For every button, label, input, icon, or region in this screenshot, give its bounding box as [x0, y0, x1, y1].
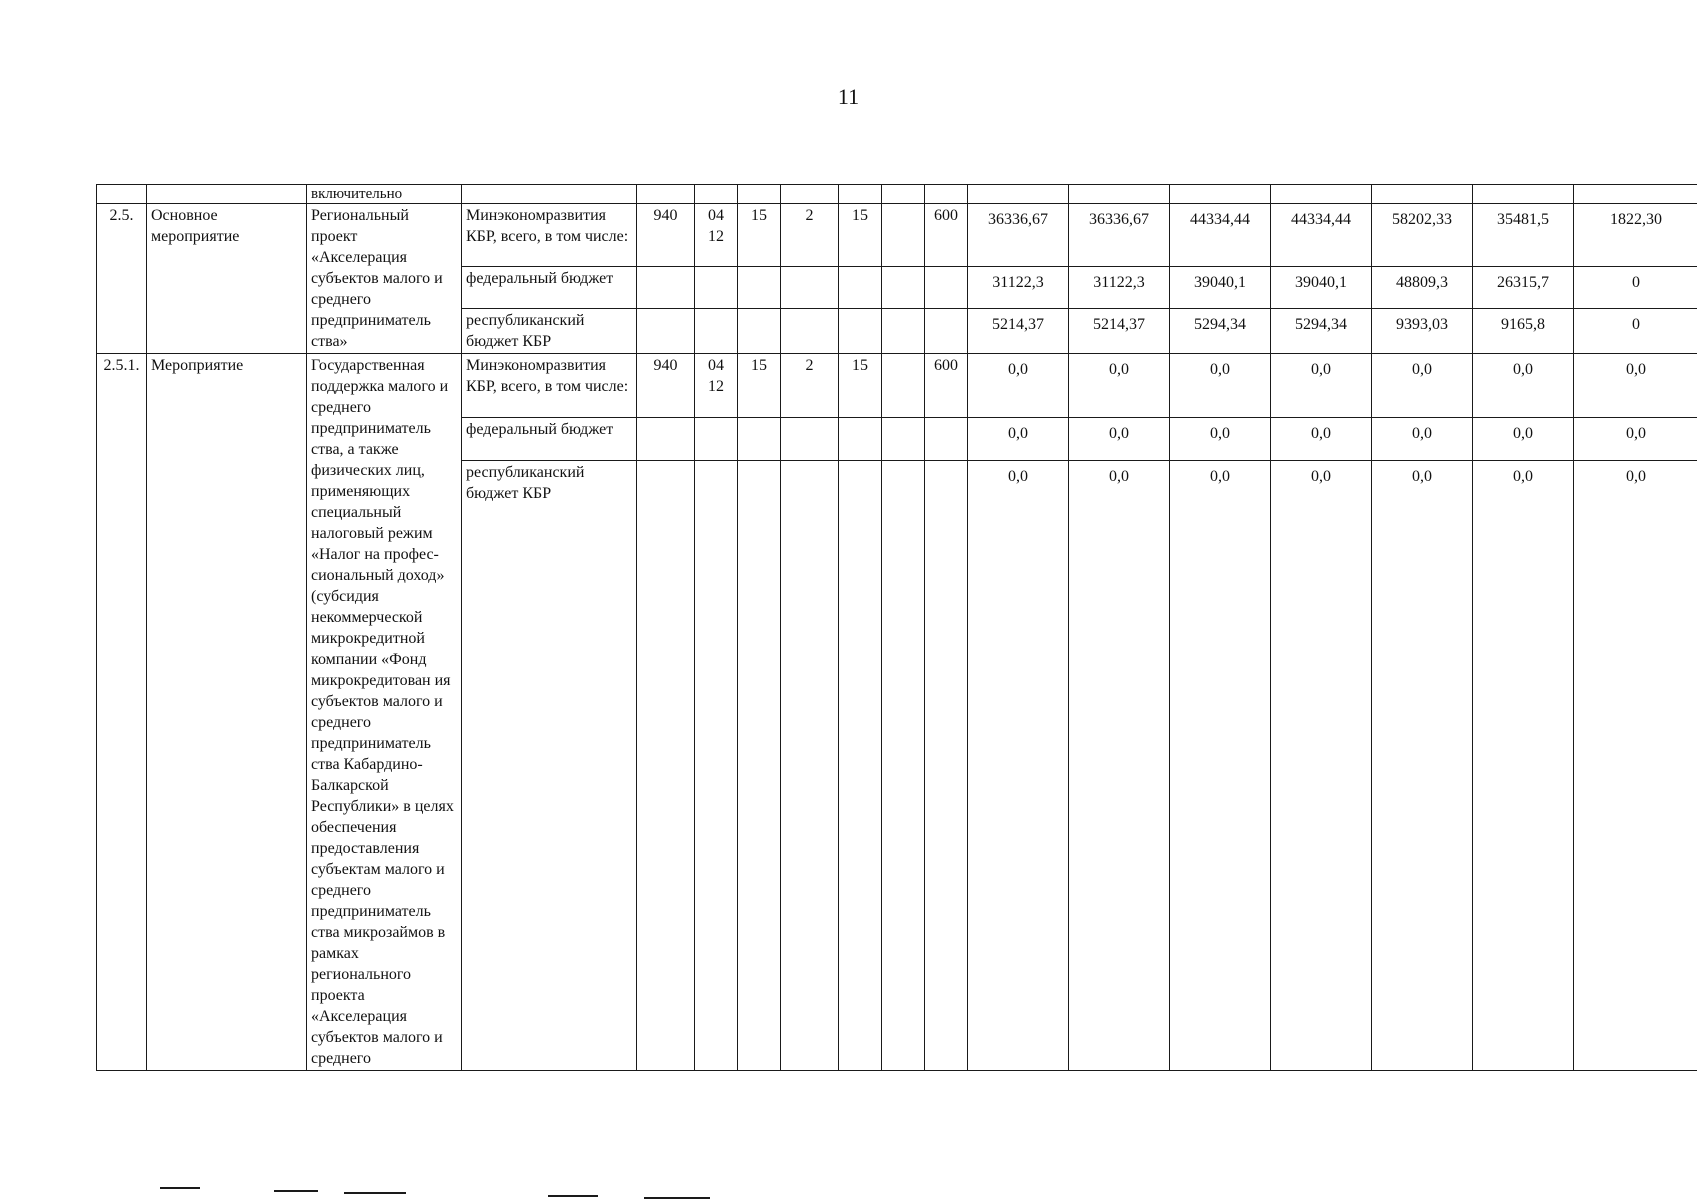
cell [1170, 185, 1271, 204]
budget-table-container [96, 184, 1697, 1112]
value-cell: 0,0 [1574, 418, 1697, 461]
value-cell: 0,0 [968, 354, 1069, 418]
value-cell: 31122,3 [968, 267, 1069, 309]
source-label: федеральный бюджет [462, 418, 637, 461]
value-cell: 36336,67 [968, 204, 1069, 267]
value-cell: 0,0 [1473, 460, 1574, 1070]
value-cell: 0,0 [1372, 460, 1473, 1070]
value-cell: 39040,1 [1170, 267, 1271, 309]
cell [738, 418, 781, 461]
cs-code-1: 15 [738, 354, 781, 418]
vr-code: 600 [925, 204, 968, 267]
cell [738, 267, 781, 309]
value-cell: 44334,44 [1271, 204, 1372, 267]
value-cell: 0,0 [1473, 354, 1574, 418]
page-number: 11 [837, 84, 860, 109]
cell [637, 460, 695, 1070]
cell [637, 185, 695, 204]
cell [781, 185, 839, 204]
cell [1372, 185, 1473, 204]
row-name: Государственная поддержка малого и среднего предприниматель ства, а также физических лиц, применяющих специальный налоговый режим «Налог на профес-сиональный доход» (субсидия некоммерческой микрокредитной компании «Фонд микрокредитован ия субъектов малого и среднего предприниматель ства Кабардино-Балкарской Республики» в целях обеспечения предоставления субъектам малого и среднего предприниматель ства микрозаймов в рамках регионального проекта «Акселерация субъектов малого и среднего [307, 354, 462, 1071]
cell [1473, 185, 1574, 204]
value-cell: 5214,37 [1069, 309, 1170, 354]
rzpr-code: 04 12 [695, 204, 738, 267]
table-row [97, 204, 1697, 267]
cell [781, 418, 839, 461]
cell [839, 185, 882, 204]
cell [925, 267, 968, 309]
cell [147, 185, 307, 204]
value-cell: 5294,34 [1271, 309, 1372, 354]
value-cell: 0,0 [1473, 418, 1574, 461]
value-cell: 5214,37 [968, 309, 1069, 354]
cell [925, 309, 968, 354]
cell [839, 418, 882, 461]
source-label: Минэкономразвития КБР, всего, в том числе: [462, 354, 637, 418]
continued-text: включительно [307, 185, 462, 204]
cell [781, 309, 839, 354]
cell [695, 309, 738, 354]
cell [637, 267, 695, 309]
cell [695, 418, 738, 461]
cell [882, 460, 925, 1070]
cs-code-1: 15 [738, 204, 781, 267]
row-name: Региональный проект «Акселерация субъектов малого и среднего предприниматель ства» [307, 204, 462, 354]
cell [637, 309, 695, 354]
cell [738, 309, 781, 354]
cs-code-2: 2 [781, 354, 839, 418]
source-label: Минэкономразвития КБР, всего, в том числе: [462, 204, 637, 267]
cell [695, 185, 738, 204]
value-cell: 0,0 [1574, 354, 1697, 418]
cell [1574, 185, 1697, 204]
row-number: 2.5.1. [97, 354, 147, 1071]
value-cell: 0,0 [1170, 418, 1271, 461]
cell [1271, 185, 1372, 204]
value-cell: 0,0 [968, 460, 1069, 1070]
source-label: республиканский бюджет КБР [462, 460, 637, 1070]
value-cell: 5294,34 [1170, 309, 1271, 354]
value-cell: 36336,67 [1069, 204, 1170, 267]
cell [882, 309, 925, 354]
cs-code-3: 15 [839, 204, 882, 267]
cell [97, 185, 147, 204]
value-cell: 48809,3 [1372, 267, 1473, 309]
cell [839, 267, 882, 309]
cell [839, 309, 882, 354]
value-cell: 0,0 [1170, 354, 1271, 418]
cell [839, 460, 882, 1070]
cs-code-3: 15 [839, 354, 882, 418]
cell [738, 185, 781, 204]
value-cell: 35481,5 [1473, 204, 1574, 267]
cell [925, 418, 968, 461]
table-row-continuation [97, 185, 1697, 204]
cell [968, 185, 1069, 204]
value-cell: 0,0 [1271, 418, 1372, 461]
value-cell: 0,0 [1372, 354, 1473, 418]
cell [925, 185, 968, 204]
cell [882, 267, 925, 309]
value-cell: 0,0 [1271, 460, 1372, 1070]
value-cell: 0,0 [1069, 418, 1170, 461]
value-cell: 31122,3 [1069, 267, 1170, 309]
cell [882, 185, 925, 204]
value-cell: 44334,44 [1170, 204, 1271, 267]
source-label: федеральный бюджет [462, 267, 637, 309]
cs-code-4 [882, 204, 925, 267]
value-cell: 9393,03 [1372, 309, 1473, 354]
cell [882, 418, 925, 461]
cell [1069, 185, 1170, 204]
value-cell: 58202,33 [1372, 204, 1473, 267]
value-cell: 0,0 [1069, 354, 1170, 418]
cell [781, 267, 839, 309]
value-cell: 0,0 [1170, 460, 1271, 1070]
value-cell: 0 [1574, 309, 1697, 354]
row-status: Мероприятие [147, 354, 307, 1071]
vr-code: 600 [925, 354, 968, 418]
cell [925, 460, 968, 1070]
value-cell: 0,0 [1069, 460, 1170, 1070]
value-cell: 9165,8 [1473, 309, 1574, 354]
value-cell: 1822,30 [1574, 204, 1697, 267]
table-row [97, 354, 1697, 418]
rzpr-code: 04 12 [695, 354, 738, 418]
row-status: Основное мероприятие [147, 204, 307, 354]
cs-code-4 [882, 354, 925, 418]
cell [695, 267, 738, 309]
grbs-code: 940 [637, 354, 695, 418]
value-cell: 0,0 [968, 418, 1069, 461]
cell [781, 460, 839, 1070]
value-cell: 0,0 [1271, 354, 1372, 418]
value-cell: 0,0 [1372, 418, 1473, 461]
cell [462, 185, 637, 204]
cell [695, 460, 738, 1070]
cs-code-2: 2 [781, 204, 839, 267]
value-cell: 0 [1574, 267, 1697, 309]
source-label: республиканский бюджет КБР [462, 309, 637, 354]
value-cell: 26315,7 [1473, 267, 1574, 309]
budget-table [96, 184, 1697, 1071]
cell [738, 460, 781, 1070]
grbs-code: 940 [637, 204, 695, 267]
value-cell: 0,0 [1574, 460, 1697, 1070]
cell [637, 418, 695, 461]
value-cell: 39040,1 [1271, 267, 1372, 309]
row-number: 2.5. [97, 204, 147, 354]
